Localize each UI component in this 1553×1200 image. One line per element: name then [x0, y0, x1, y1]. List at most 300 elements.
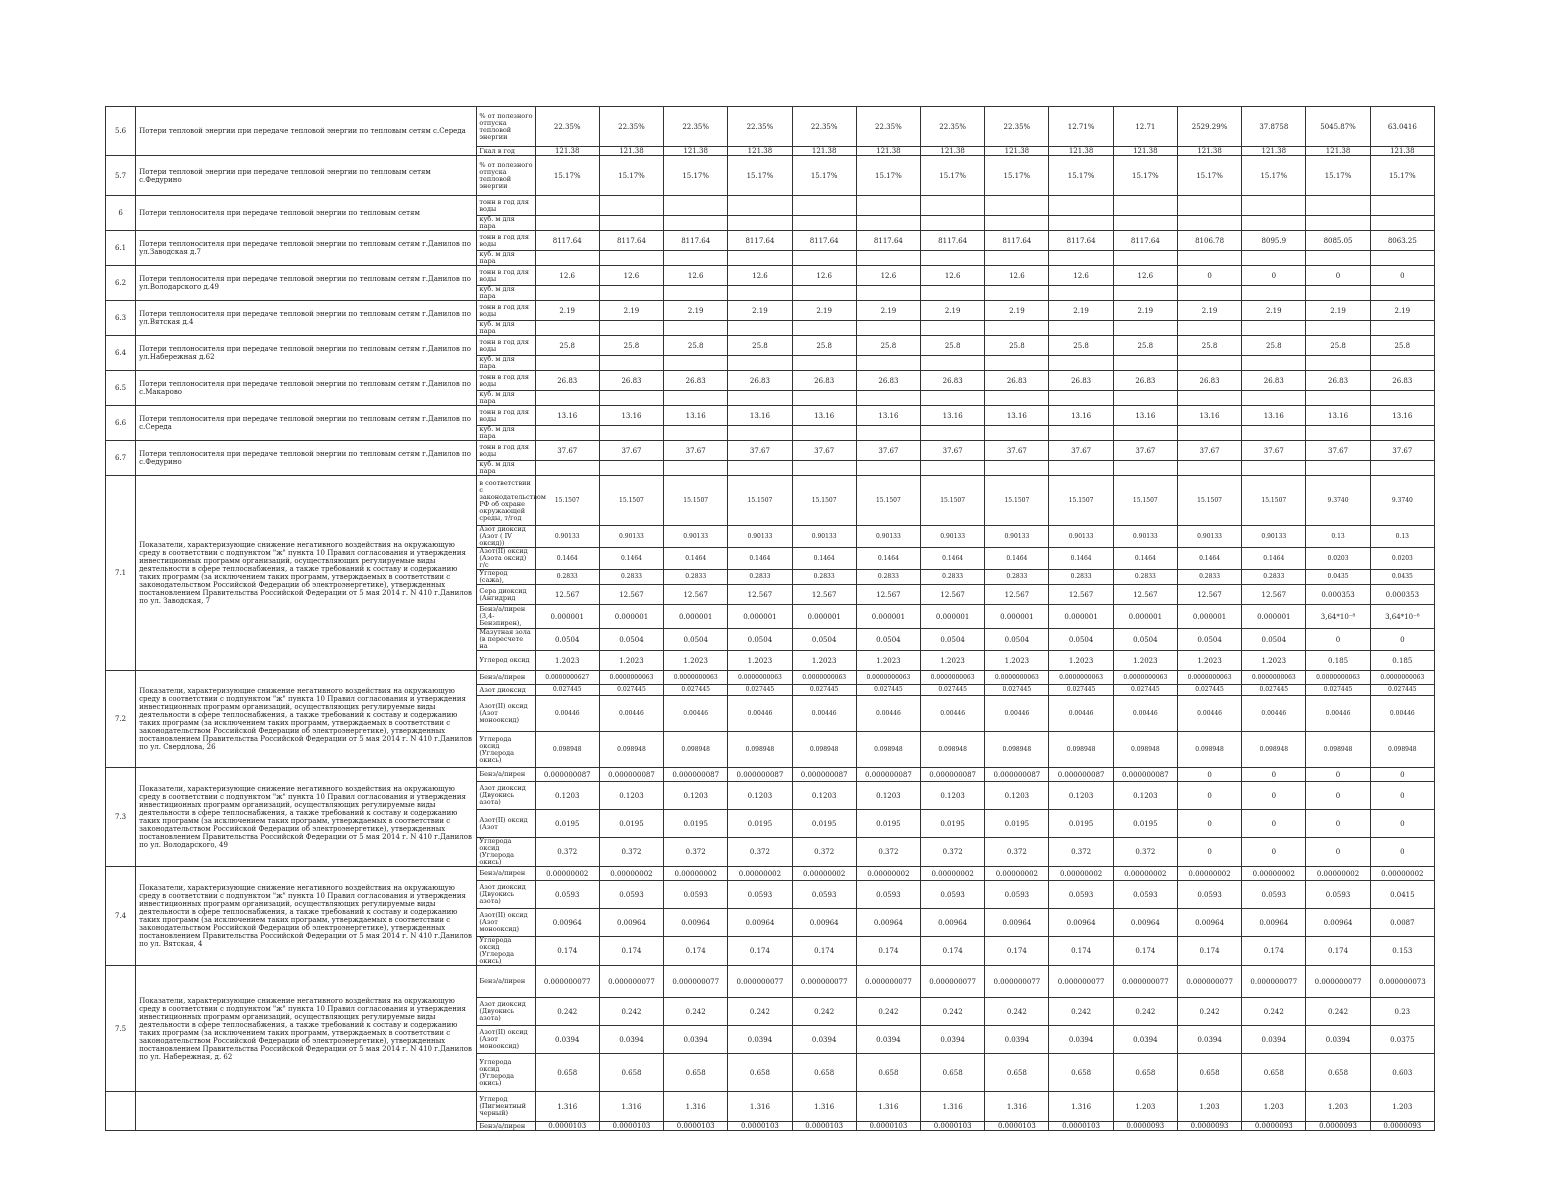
value-cell [664, 461, 728, 476]
value-cell: 0.1464 [599, 548, 663, 570]
value-cell: 25.8 [921, 336, 985, 356]
table-row [106, 231, 1435, 251]
value-cell: 0.0000103 [856, 1122, 920, 1131]
value-cell [664, 286, 728, 301]
indicator-description: Показатели, характеризующие снижение негативного воздействия на окружающую среду в соответствии с подпунктом "ж" пункта 10 Правил согласования и утверждения инвестиционных программ организаций, осуществляющих регулируемые виды деятельности в сфере теплоснабжения, а также требований к составу и содержанию таких программ (за исключением таких программ, утверждаемых в соответствии с законодательством Российской Федерации об электроэнергетике), утвержденных постановлением Правительства Российской Федерации от 5 мая 2014 г. N 410 г.Данилов по ул. Вятская, 4 [136, 867, 477, 966]
value-cell: 12.6 [921, 266, 985, 286]
value-cell: 0.00446 [1049, 696, 1113, 732]
unit-cell: Углерода оксид (Углерода окись) [477, 732, 535, 768]
value-cell: 37.67 [1049, 441, 1113, 461]
indicator-description: Показатели, характеризующие снижение негативного воздействия на окружающую среду в соответствии с подпунктом "ж" пункта 10 Правил согласования и утверждения инвестиционных программ организаций, осуществляющих регулируемые виды деятельности в сфере теплоснабжения, а также требований к составу и содержанию таких программ (за исключением таких программ, утверждаемых в соответствии с законодательством Российской Федерации об электроэнергетике), утвержденных постановлением Правительства Российской Федерации от 5 мая 2014 г. N 410 г.Данилов по ул. Володарского, 49 [136, 768, 477, 867]
value-cell: 8117.64 [728, 231, 792, 251]
value-cell: 0.1203 [599, 782, 663, 810]
value-cell: 0.0394 [1049, 1026, 1113, 1054]
value-cell [792, 251, 856, 266]
value-cell: 0.23 [1370, 998, 1434, 1026]
indicator-description: Потери теплоносителя при передаче тепловой энергии по тепловым сетям [136, 196, 477, 231]
value-cell: 0.00446 [728, 696, 792, 732]
value-cell: 0.0000103 [792, 1122, 856, 1131]
value-cell: 0.00446 [1306, 696, 1370, 732]
row-number: 6.4 [106, 336, 136, 371]
value-cell: 0 [1177, 768, 1241, 782]
value-cell: 0.00964 [1177, 909, 1241, 937]
value-cell [792, 356, 856, 371]
value-cell [535, 391, 599, 406]
value-cell: 0.00000002 [1242, 867, 1306, 881]
value-cell: 0.0394 [985, 1026, 1049, 1054]
value-cell [1306, 461, 1370, 476]
value-cell: 0 [1177, 838, 1241, 867]
value-cell: 0.000001 [792, 605, 856, 629]
indicator-description: Потери теплоносителя при передаче тепловой энергии по тепловым сетям г.Данилов по ул.Заводская д.7 [136, 231, 477, 266]
value-cell: 26.83 [856, 371, 920, 391]
value-cell: 12.71% [1049, 107, 1113, 147]
value-cell: 0 [1177, 782, 1241, 810]
value-cell: 0.000001 [985, 605, 1049, 629]
value-cell: 0.000000087 [664, 768, 728, 782]
value-cell [1306, 216, 1370, 231]
value-cell: 0.00000002 [1370, 867, 1434, 881]
value-cell: 0.1464 [1242, 548, 1306, 570]
value-cell [985, 461, 1049, 476]
value-cell: 15.1507 [599, 476, 663, 526]
value-cell: 0.0000000063 [1242, 671, 1306, 685]
value-cell: 0.0000103 [599, 1122, 663, 1131]
value-cell: 0.0593 [1113, 881, 1177, 909]
value-cell [1177, 391, 1241, 406]
value-cell: 12.567 [792, 585, 856, 605]
value-cell [1242, 356, 1306, 371]
value-cell: 8117.64 [985, 231, 1049, 251]
value-cell: 1.2023 [985, 651, 1049, 671]
value-cell: 0.0504 [535, 629, 599, 651]
value-cell: 0.90133 [1177, 526, 1241, 548]
value-cell: 2.19 [1242, 301, 1306, 321]
value-cell [1370, 251, 1434, 266]
value-cell: 12.567 [856, 585, 920, 605]
value-cell: 12.6 [599, 266, 663, 286]
value-cell [856, 251, 920, 266]
value-cell [728, 321, 792, 336]
value-cell: 8117.64 [856, 231, 920, 251]
value-cell: 2.19 [985, 301, 1049, 321]
value-cell: 15.17% [856, 156, 920, 196]
value-cell: 0 [1306, 810, 1370, 838]
value-cell: 0.1464 [1113, 548, 1177, 570]
value-cell: 0.2833 [1113, 570, 1177, 585]
value-cell: 0.0000103 [664, 1122, 728, 1131]
value-cell: 0.0593 [664, 881, 728, 909]
value-cell: 0.242 [792, 998, 856, 1026]
value-cell: 0.658 [1177, 1054, 1241, 1092]
value-cell: 12.6 [1113, 266, 1177, 286]
value-cell [792, 426, 856, 441]
table-row [106, 867, 1435, 881]
value-cell: 0.0000000063 [599, 671, 663, 685]
value-cell [664, 196, 728, 216]
value-cell: 0.000001 [921, 605, 985, 629]
value-cell [664, 216, 728, 231]
value-cell: 0.0195 [599, 810, 663, 838]
unit-cell: тонн в год для воды [477, 441, 535, 461]
value-cell: 0.000000077 [985, 966, 1049, 998]
value-cell: 25.8 [599, 336, 663, 356]
value-cell: 0 [1306, 629, 1370, 651]
unit-cell: Бенз/а/пирен (3,4-Бензпирен), [477, 605, 535, 629]
value-cell: 25.8 [1049, 336, 1113, 356]
value-cell: 2.19 [1049, 301, 1113, 321]
value-cell [985, 286, 1049, 301]
value-cell: 1.203 [1370, 1092, 1434, 1122]
value-cell: 0.0415 [1370, 881, 1434, 909]
value-cell: 0.0000000063 [792, 671, 856, 685]
value-cell [1242, 196, 1306, 216]
value-cell: 13.16 [921, 406, 985, 426]
value-cell: 0.098948 [1306, 732, 1370, 768]
value-cell: 0.0000000063 [1370, 671, 1434, 685]
row-number: 7.4 [106, 867, 136, 966]
table-row [106, 336, 1435, 356]
value-cell [1242, 426, 1306, 441]
value-cell: 0.2833 [856, 570, 920, 585]
value-cell [985, 251, 1049, 266]
value-cell: 0.027445 [1370, 685, 1434, 696]
value-cell [1242, 251, 1306, 266]
value-cell [1113, 356, 1177, 371]
value-cell: 0.658 [1242, 1054, 1306, 1092]
value-cell: 25.8 [535, 336, 599, 356]
unit-cell: Мазутная зола (в пересчете на [477, 629, 535, 651]
value-cell: 0.00964 [535, 909, 599, 937]
value-cell: 0.1464 [728, 548, 792, 570]
unit-cell: куб. м для пара [477, 426, 535, 441]
value-cell: 1.316 [856, 1092, 920, 1122]
value-cell: 0.1203 [921, 782, 985, 810]
value-cell: 0 [1370, 266, 1434, 286]
value-cell: 37.67 [1113, 441, 1177, 461]
value-cell [792, 216, 856, 231]
value-cell: 12.567 [985, 585, 1049, 605]
table-row [106, 156, 1435, 196]
value-cell: 0.000000077 [664, 966, 728, 998]
value-cell: 12.6 [535, 266, 599, 286]
value-cell: 0.2833 [1049, 570, 1113, 585]
value-cell: 0.658 [1113, 1054, 1177, 1092]
value-cell: 37.67 [728, 441, 792, 461]
value-cell: 0.0435 [1370, 570, 1434, 585]
value-cell: 0.174 [856, 937, 920, 966]
value-cell [921, 391, 985, 406]
value-cell [856, 461, 920, 476]
value-cell: 15.17% [1049, 156, 1113, 196]
value-cell: 0.372 [1049, 838, 1113, 867]
value-cell [1049, 391, 1113, 406]
value-cell: 12.6 [1049, 266, 1113, 286]
value-cell: 22.35% [921, 107, 985, 147]
value-cell: 0.174 [1177, 937, 1241, 966]
value-cell [599, 391, 663, 406]
value-cell: 0.242 [1177, 998, 1241, 1026]
value-cell: 15.1507 [728, 476, 792, 526]
value-cell: 0.00964 [664, 909, 728, 937]
value-cell: 0.1203 [985, 782, 1049, 810]
unit-cell: тонн в год для воды [477, 371, 535, 391]
value-cell: 1.316 [792, 1092, 856, 1122]
value-cell: 0.90133 [921, 526, 985, 548]
value-cell: 0.000000087 [728, 768, 792, 782]
value-cell: 0.00000002 [1306, 867, 1370, 881]
value-cell: 0.372 [792, 838, 856, 867]
value-cell [1049, 286, 1113, 301]
value-cell: 0.00964 [728, 909, 792, 937]
value-cell: 121.38 [1113, 147, 1177, 156]
value-cell: 0 [1370, 629, 1434, 651]
value-cell: 12.567 [1177, 585, 1241, 605]
value-cell: 0 [1370, 810, 1434, 838]
value-cell [1306, 321, 1370, 336]
table-row [106, 371, 1435, 391]
value-cell: 0.658 [1306, 1054, 1370, 1092]
value-cell [1113, 426, 1177, 441]
value-cell [535, 426, 599, 441]
value-cell: 15.17% [728, 156, 792, 196]
value-cell: 0.0504 [728, 629, 792, 651]
value-cell: 0.00000002 [535, 867, 599, 881]
value-cell: 26.83 [1049, 371, 1113, 391]
value-cell [535, 286, 599, 301]
value-cell: 0.00000002 [921, 867, 985, 881]
value-cell: 0.242 [1306, 998, 1370, 1026]
value-cell: 0.0394 [728, 1026, 792, 1054]
value-cell: 2.19 [856, 301, 920, 321]
value-cell: 0.027445 [1242, 685, 1306, 696]
unit-cell: куб. м для пара [477, 321, 535, 336]
value-cell: 0.00964 [1306, 909, 1370, 937]
value-cell [985, 216, 1049, 231]
value-cell: 0.2833 [728, 570, 792, 585]
value-cell [1049, 426, 1113, 441]
value-cell: 0.00446 [535, 696, 599, 732]
value-cell [1177, 251, 1241, 266]
value-cell [535, 216, 599, 231]
value-cell: 0.00446 [792, 696, 856, 732]
value-cell: 0 [1306, 782, 1370, 810]
unit-cell: куб. м для пара [477, 356, 535, 371]
value-cell [1177, 286, 1241, 301]
value-cell [856, 196, 920, 216]
value-cell: 0 [1306, 266, 1370, 286]
value-cell: 15.17% [1113, 156, 1177, 196]
value-cell: 0.027445 [1177, 685, 1241, 696]
value-cell: 0.00964 [985, 909, 1049, 937]
value-cell [1370, 356, 1434, 371]
value-cell: 12.567 [1242, 585, 1306, 605]
value-cell: 0.242 [599, 998, 663, 1026]
value-cell [792, 321, 856, 336]
value-cell: 26.83 [664, 371, 728, 391]
value-cell: 0.0593 [728, 881, 792, 909]
value-cell: 37.67 [792, 441, 856, 461]
value-cell: 0.000000077 [1177, 966, 1241, 998]
value-cell: 0.90133 [1049, 526, 1113, 548]
indicator-description: Показатели, характеризующие снижение негативного воздействия на окружающую среду в соответствии с подпунктом "ж" пункта 10 Правил согласования и утверждения инвестиционных программ организаций, осуществляющих регулируемые виды деятельности в сфере теплоснабжения, а также требований к составу и содержанию таких программ (за исключением таких программ, утверждаемых в соответствии с законодательством Российской Федерации об электроэнергетике), утвержденных постановлением Правительства Российской Федерации от 5 мая 2014 г. N 410 г.Данилов по ул. Заводская, 7 [136, 476, 477, 671]
value-cell: 37.67 [1306, 441, 1370, 461]
value-cell: 1.203 [1177, 1092, 1241, 1122]
value-cell: 0.0195 [792, 810, 856, 838]
value-cell: 25.8 [1370, 336, 1434, 356]
value-cell: 0.000000077 [535, 966, 599, 998]
value-cell [728, 216, 792, 231]
value-cell: 0.1464 [856, 548, 920, 570]
value-cell: 0.658 [599, 1054, 663, 1092]
value-cell: 0.0504 [1049, 629, 1113, 651]
value-cell [921, 286, 985, 301]
data-sheet [105, 106, 1435, 1131]
indicator-description: Потери теплоносителя при передаче тепловой энергии по тепловым сетям г.Данилов по с.Середа [136, 406, 477, 441]
value-cell: 0.0593 [921, 881, 985, 909]
unit-cell: Сера диоксид (Ангидрид [477, 585, 535, 605]
value-cell: 22.35% [599, 107, 663, 147]
value-cell: 0.0394 [921, 1026, 985, 1054]
value-cell: 0.0504 [1113, 629, 1177, 651]
value-cell: 15.1507 [1049, 476, 1113, 526]
value-cell: 0.0435 [1306, 570, 1370, 585]
row-number: 6.5 [106, 371, 136, 406]
value-cell [1370, 461, 1434, 476]
value-cell [1113, 251, 1177, 266]
value-cell: 0.242 [856, 998, 920, 1026]
value-cell [1049, 251, 1113, 266]
value-cell: 0.0504 [599, 629, 663, 651]
unit-cell: тонн в год для воды [477, 266, 535, 286]
value-cell: 0.0203 [1370, 548, 1434, 570]
value-cell: 0.658 [921, 1054, 985, 1092]
table-row [106, 196, 1435, 216]
value-cell: 8117.64 [535, 231, 599, 251]
value-cell: 0.00964 [1049, 909, 1113, 937]
value-cell: 26.83 [1370, 371, 1434, 391]
value-cell: 121.38 [728, 147, 792, 156]
value-cell: 0.174 [728, 937, 792, 966]
value-cell: 0.0195 [921, 810, 985, 838]
table-row [106, 301, 1435, 321]
value-cell [664, 426, 728, 441]
value-cell: 0.0593 [1049, 881, 1113, 909]
value-cell: 0.2833 [921, 570, 985, 585]
value-cell: 0.2833 [599, 570, 663, 585]
row-number: 6.3 [106, 301, 136, 336]
value-cell: 0.000001 [1049, 605, 1113, 629]
table-row [106, 768, 1435, 782]
value-cell: 13.16 [985, 406, 1049, 426]
value-cell: 1.2023 [792, 651, 856, 671]
unit-cell: Углерода оксид (Углерода окись) [477, 1054, 535, 1092]
value-cell: 0.098948 [1177, 732, 1241, 768]
value-cell: 0.000000087 [792, 768, 856, 782]
value-cell [921, 196, 985, 216]
value-cell [599, 251, 663, 266]
value-cell: 13.16 [664, 406, 728, 426]
value-cell: 0.00446 [921, 696, 985, 732]
value-cell [856, 321, 920, 336]
value-cell: 1.2023 [1177, 651, 1241, 671]
value-cell: 15.17% [1370, 156, 1434, 196]
value-cell: 0.027445 [1113, 685, 1177, 696]
value-cell: 12.567 [664, 585, 728, 605]
value-cell: 0.0593 [856, 881, 920, 909]
value-cell: 13.16 [1242, 406, 1306, 426]
value-cell: 121.38 [664, 147, 728, 156]
value-cell: 0.027445 [664, 685, 728, 696]
value-cell: 26.83 [792, 371, 856, 391]
value-cell: 0.90133 [1242, 526, 1306, 548]
value-cell: 0.000000077 [856, 966, 920, 998]
unit-cell: Углерод (сажа), [477, 570, 535, 585]
value-cell: 0.0000103 [728, 1122, 792, 1131]
value-cell: 12.6 [985, 266, 1049, 286]
value-cell: 25.8 [985, 336, 1049, 356]
table-row [106, 441, 1435, 461]
value-cell [535, 321, 599, 336]
value-cell: 0.00000002 [856, 867, 920, 881]
value-cell: 1.316 [535, 1092, 599, 1122]
row-number: 7.2 [106, 671, 136, 768]
value-cell: 0.90133 [1113, 526, 1177, 548]
value-cell: 0.0000093 [1242, 1122, 1306, 1131]
unit-cell: тонн в год для воды [477, 196, 535, 216]
value-cell: 0.174 [535, 937, 599, 966]
value-cell: 0.00964 [856, 909, 920, 937]
value-cell: 2.19 [599, 301, 663, 321]
value-cell [921, 321, 985, 336]
value-cell: 0.000000087 [856, 768, 920, 782]
value-cell [1370, 426, 1434, 441]
value-cell: 0.1203 [856, 782, 920, 810]
value-cell: 0 [1306, 768, 1370, 782]
table-row [106, 107, 1435, 147]
value-cell: 0.0593 [985, 881, 1049, 909]
value-cell: 0.90133 [728, 526, 792, 548]
value-cell: 0.00446 [985, 696, 1049, 732]
value-cell: 0.0394 [1306, 1026, 1370, 1054]
value-cell [792, 391, 856, 406]
value-cell [664, 251, 728, 266]
value-cell: 0.000000077 [792, 966, 856, 998]
value-cell: 0.0504 [664, 629, 728, 651]
value-cell: 22.35% [792, 107, 856, 147]
value-cell [921, 216, 985, 231]
value-cell: 13.16 [1113, 406, 1177, 426]
value-cell [1306, 426, 1370, 441]
value-cell: 0.603 [1370, 1054, 1434, 1092]
value-cell [1242, 321, 1306, 336]
value-cell: 0.0593 [1177, 881, 1241, 909]
value-cell: 0.372 [921, 838, 985, 867]
value-cell: 0.372 [664, 838, 728, 867]
value-cell [1370, 321, 1434, 336]
value-cell: 0.00000002 [1177, 867, 1241, 881]
value-cell: 15.17% [599, 156, 663, 196]
value-cell: 13.16 [1306, 406, 1370, 426]
value-cell: 0.098948 [1370, 732, 1434, 768]
unit-cell: куб. м для пара [477, 251, 535, 266]
value-cell: 12.567 [599, 585, 663, 605]
value-cell: 0.027445 [1306, 685, 1370, 696]
value-cell: 12.6 [728, 266, 792, 286]
unit-cell: Гкал в год [477, 147, 535, 156]
value-cell [535, 356, 599, 371]
value-cell: 26.83 [1242, 371, 1306, 391]
